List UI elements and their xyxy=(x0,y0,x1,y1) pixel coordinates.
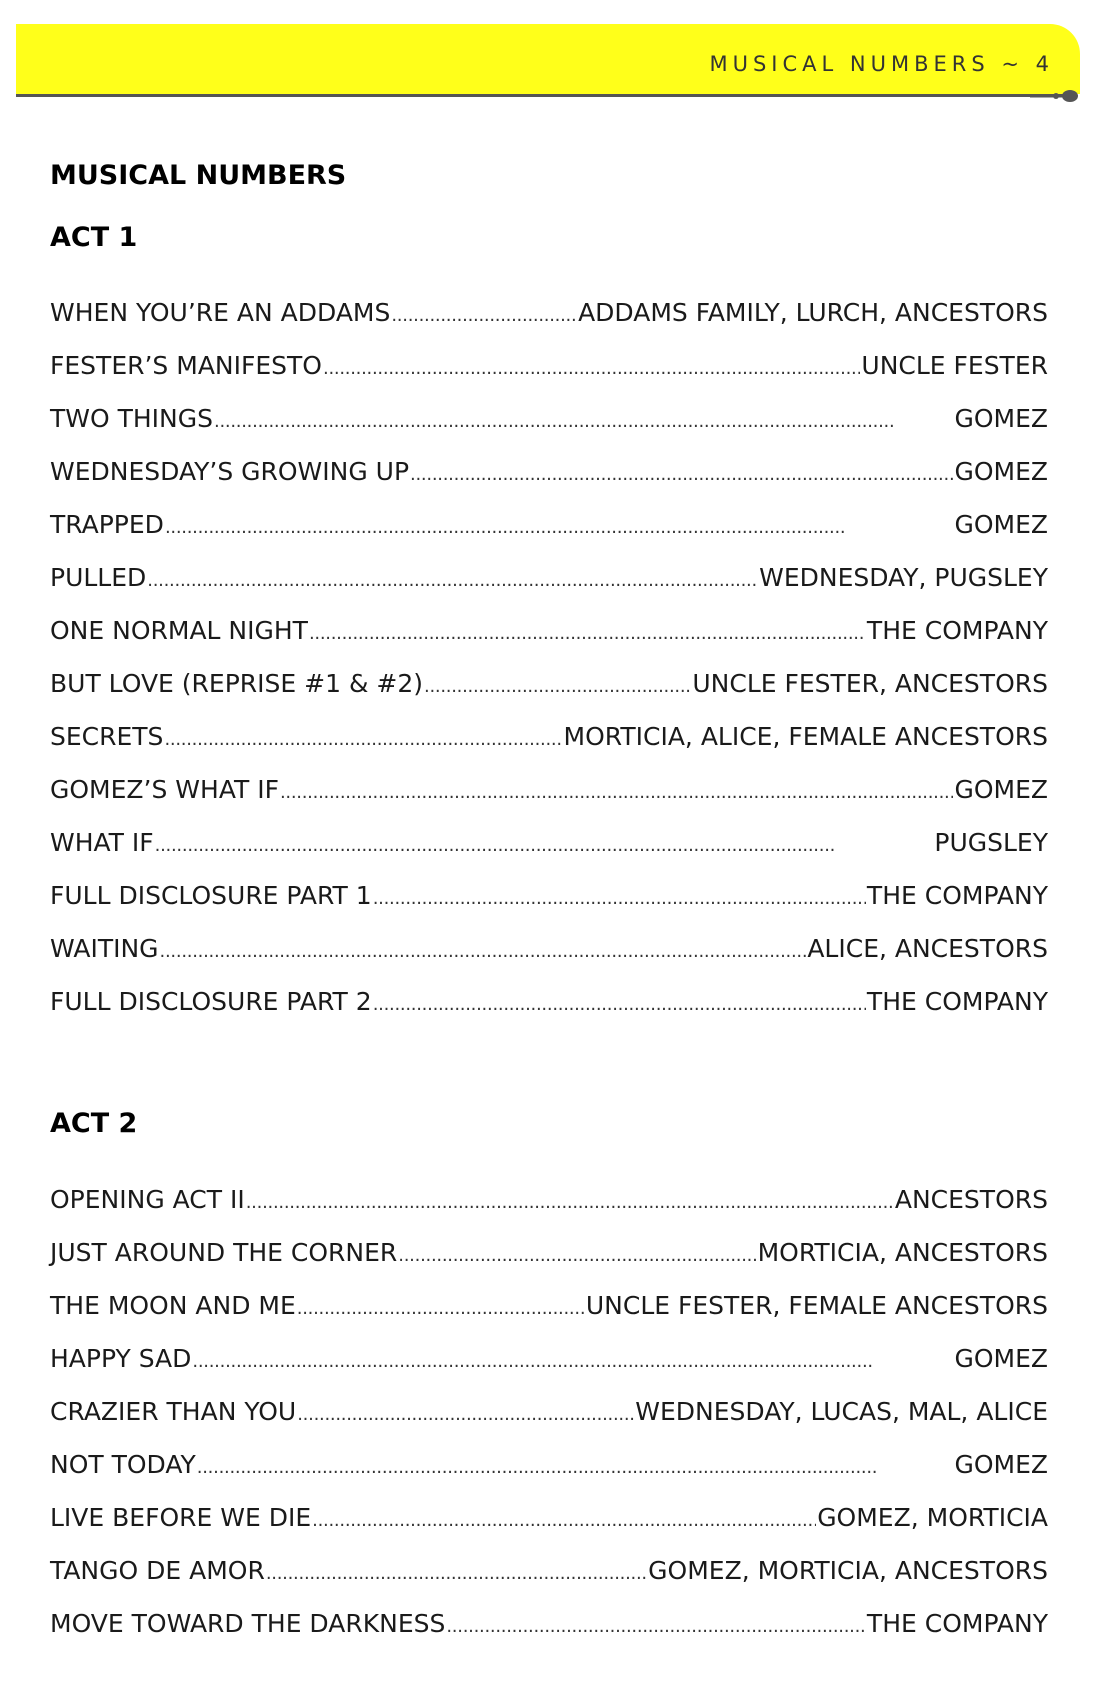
song-title: GOMEZ’S WHAT IF xyxy=(50,775,279,804)
dot-leader xyxy=(373,881,866,910)
dot-leader xyxy=(197,1450,954,1479)
song-row xyxy=(50,563,1048,616)
song-row xyxy=(50,1556,1048,1609)
dot-leader xyxy=(266,1556,647,1585)
dot-leader xyxy=(323,351,860,380)
page-title: MUSICAL NUMBERS xyxy=(50,160,347,191)
song-title: FULL DISCLOSURE PART 2 xyxy=(50,987,372,1016)
ornament-icon xyxy=(1030,86,1080,106)
song-row xyxy=(50,828,1048,881)
song-performer: GOMEZ xyxy=(954,1450,1048,1479)
dot-leader xyxy=(155,828,934,857)
song-row xyxy=(50,1450,1048,1503)
song-row xyxy=(50,616,1048,669)
dot-leader xyxy=(446,1609,866,1638)
song-row xyxy=(50,510,1048,563)
song-performer: GOMEZ xyxy=(954,1344,1048,1373)
song-performer: PUGSLEY xyxy=(934,828,1048,857)
dot-leader xyxy=(160,934,807,963)
song-performer: GOMEZ xyxy=(954,775,1048,804)
song-performer: UNCLE FESTER, FEMALE ANCESTORS xyxy=(585,1291,1048,1320)
dot-leader xyxy=(192,1344,953,1373)
act-2-song-list xyxy=(50,1185,1048,1662)
song-performer: MORTICIA, ANCESTORS xyxy=(757,1238,1048,1267)
song-row xyxy=(50,1238,1048,1291)
song-title: JUST AROUND THE CORNER xyxy=(50,1238,398,1267)
song-performer: THE COMPANY xyxy=(866,881,1048,910)
dot-leader xyxy=(297,1291,585,1320)
header-label: MUSICAL NUMBERS ~ 4 xyxy=(709,52,1054,76)
song-row xyxy=(50,881,1048,934)
song-title: BUT LOVE (REPRISE #1 & #2) xyxy=(50,669,423,698)
song-performer: ANCESTORS xyxy=(894,1185,1048,1214)
song-title: WEDNESDAY’S GROWING UP xyxy=(50,457,410,486)
song-row xyxy=(50,1291,1048,1344)
song-title: LIVE BEFORE WE DIE xyxy=(50,1503,312,1532)
song-title: PULLED xyxy=(50,563,147,592)
dot-leader xyxy=(309,616,866,645)
song-performer: THE COMPANY xyxy=(866,1609,1048,1638)
dot-leader xyxy=(164,722,562,751)
act-1-heading: ACT 1 xyxy=(50,222,138,253)
song-title: TWO THINGS xyxy=(50,404,214,433)
song-title: THE MOON AND ME xyxy=(50,1291,296,1320)
song-performer: ADDAMS FAMILY, LURCH, ANCESTORS xyxy=(578,298,1048,327)
song-title: ONE NORMAL NIGHT xyxy=(50,616,308,645)
dot-leader xyxy=(165,510,954,539)
song-row xyxy=(50,1185,1048,1238)
song-row xyxy=(50,987,1048,1040)
header-rule xyxy=(16,94,1064,97)
dot-leader xyxy=(147,563,758,592)
song-row xyxy=(50,404,1048,457)
song-title: NOT TODAY xyxy=(50,1450,196,1479)
song-title: WHEN YOU’RE AN ADDAMS xyxy=(50,298,391,327)
song-title: SECRETS xyxy=(50,722,164,751)
song-title: FULL DISCLOSURE PART 1 xyxy=(50,881,372,910)
song-title: WHAT IF xyxy=(50,828,154,857)
dot-leader xyxy=(214,404,953,433)
song-row xyxy=(50,457,1048,510)
song-title: MOVE TOWARD THE DARKNESS xyxy=(50,1609,446,1638)
song-title: WAITING xyxy=(50,934,159,963)
song-title: HAPPY SAD xyxy=(50,1344,192,1373)
song-title: TRAPPED xyxy=(50,510,164,539)
song-performer: GOMEZ, MORTICIA, ANCESTORS xyxy=(648,1556,1048,1585)
dot-leader xyxy=(373,987,866,1016)
dot-leader xyxy=(297,1397,634,1426)
song-performer: GOMEZ xyxy=(954,457,1048,486)
song-performer: GOMEZ, MORTICIA xyxy=(817,1503,1048,1532)
song-performer: THE COMPANY xyxy=(866,616,1048,645)
song-row xyxy=(50,1397,1048,1450)
song-performer: UNCLE FESTER xyxy=(861,351,1048,380)
dot-leader xyxy=(424,669,691,698)
song-title: CRAZIER THAN YOU xyxy=(50,1397,297,1426)
act-2-heading: ACT 2 xyxy=(50,1108,138,1139)
song-performer: WEDNESDAY, PUGSLEY xyxy=(759,563,1048,592)
dot-leader xyxy=(398,1238,756,1267)
song-row xyxy=(50,1344,1048,1397)
song-row xyxy=(50,1609,1048,1662)
dot-leader xyxy=(391,298,577,327)
song-performer: GOMEZ xyxy=(954,404,1048,433)
dot-leader xyxy=(312,1503,816,1532)
song-row xyxy=(50,934,1048,987)
act-1-song-list xyxy=(50,298,1048,1040)
dot-leader xyxy=(410,457,953,486)
song-performer: WEDNESDAY, LUCAS, MAL, ALICE xyxy=(635,1397,1048,1426)
song-row xyxy=(50,669,1048,722)
song-title: TANGO DE AMOR xyxy=(50,1556,265,1585)
song-performer: GOMEZ xyxy=(954,510,1048,539)
song-row xyxy=(50,775,1048,828)
song-title: FESTER’S MANIFESTO xyxy=(50,351,322,380)
song-performer: MORTICIA, ALICE, FEMALE ANCESTORS xyxy=(563,722,1048,751)
song-performer: ALICE, ANCESTORS xyxy=(807,934,1048,963)
song-title: OPENING ACT II xyxy=(50,1185,245,1214)
dot-leader xyxy=(280,775,953,804)
song-row xyxy=(50,722,1048,775)
song-row xyxy=(50,351,1048,404)
dot-leader xyxy=(246,1185,894,1214)
song-row xyxy=(50,298,1048,351)
song-row xyxy=(50,1503,1048,1556)
song-performer: THE COMPANY xyxy=(866,987,1048,1016)
song-performer: UNCLE FESTER, ANCESTORS xyxy=(692,669,1048,698)
